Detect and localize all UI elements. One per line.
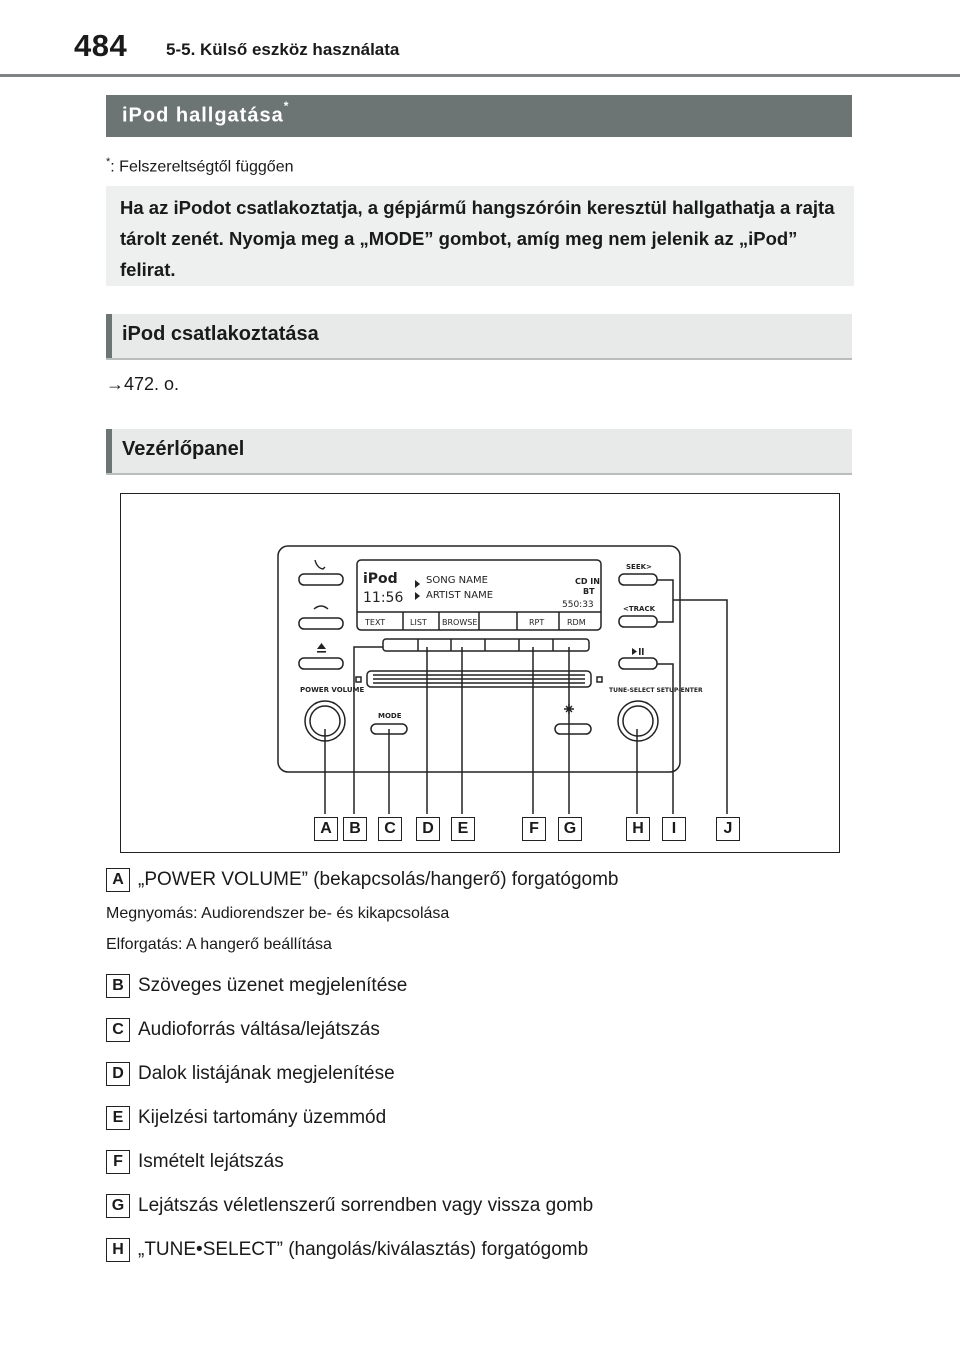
page-number: 484 [74, 28, 128, 63]
cd-badge: CD IN [575, 577, 600, 586]
callout-j: J [716, 817, 740, 841]
item-b-letter: B [106, 974, 130, 998]
item-f-text: Ismételt lejátszás [138, 1151, 284, 1172]
callout-c: C [378, 817, 402, 841]
item-g-letter: G [106, 1194, 130, 1218]
callout-f: F [522, 817, 546, 841]
item-a-text: „POWER VOLUME” (bekapcsolás/hangerő) forgatógomb [138, 869, 619, 890]
footnote-marker: * [106, 156, 111, 168]
eject-icon [317, 643, 326, 649]
item-b-text: Szöveges üzenet megjelenítése [138, 975, 408, 996]
display-song: SONG NAME [426, 575, 488, 586]
item-e-letter: E [106, 1106, 130, 1130]
callout-e: E [451, 817, 475, 841]
song-arrow-icon [415, 580, 420, 588]
item-d-text: Dalok listájának megjelenítése [138, 1063, 395, 1084]
intro-text: Ha az iPodot csatlakoztatja, a gépjármű hangszóróin keresztül hallgathatja a rajta tárolt zenét. Nyomja meg a „MODE” gombot, amíg meg nem jelenik az „iPod” felirat. [120, 197, 835, 280]
callout-g: G [558, 817, 582, 841]
item-g-text: Lejátszás véletlenszerű sorrendben vagy vissza gomb [138, 1195, 594, 1216]
item-a-detail-press: Megnyomás: Audiorendszer be- és kikapcsolása [106, 905, 450, 922]
item-a-letter: A [106, 868, 130, 892]
power-volume-label: POWER VOLUME [300, 686, 365, 694]
item-e-text: Kijelzési tartomány üzemmód [138, 1107, 387, 1128]
play-pause-icon [632, 648, 637, 655]
item-c-text: Audioforrás váltása/lejátszás [138, 1019, 380, 1040]
softkey-rdm: RDM [567, 618, 586, 627]
callout-b: B [343, 817, 367, 841]
artist-arrow-icon [415, 592, 420, 600]
item-h-text: „TUNE•SELECT” (hangolás/kiválasztás) forgatógomb [138, 1239, 589, 1260]
tune-select-label: TUNE-SELECT SETUP-ENTER [609, 687, 703, 694]
bt-badge: BT [583, 587, 595, 596]
display-time: 11:56 [363, 590, 404, 606]
chapter-title: 5-5. Külső eszköz használata [166, 40, 400, 59]
phone-icon [315, 560, 325, 569]
callout-i: I [662, 817, 686, 841]
item-d-letter: D [106, 1062, 130, 1086]
hang-up-icon [314, 606, 328, 609]
item-c-letter: C [106, 1018, 130, 1042]
track-label: <TRACK [623, 605, 656, 613]
page-reference: →472. o. [106, 374, 180, 394]
softkey-list: LIST [410, 618, 427, 627]
callout-a: A [314, 817, 338, 841]
item-a-detail-rotate: Elforgatás: A hangerő beállítása [106, 936, 332, 953]
control-panel-illustration [121, 494, 839, 852]
panel-section-title: Vezérlőpanel [122, 438, 245, 460]
connect-section-title: iPod csatlakoztatása [122, 323, 319, 345]
mode-label: MODE [378, 712, 402, 720]
callout-d: D [416, 817, 440, 841]
item-f-letter: F [106, 1150, 130, 1174]
softkey-browse: BROWSE [442, 618, 478, 627]
light-icon [564, 704, 574, 714]
display-artist: ARTIST NAME [426, 590, 494, 601]
softkey-text: TEXT [365, 618, 386, 627]
footnote: *: Felszereltségtől függően [106, 156, 294, 176]
callout-h: H [626, 817, 650, 841]
control-panel-figure [120, 493, 840, 853]
item-h-letter: H [106, 1238, 130, 1262]
track-time: 550:33 [562, 600, 594, 610]
main-section-title: iPod hallgatása* [122, 99, 290, 127]
softkey-rpt: RPT [529, 618, 545, 627]
seek-label: SEEK> [626, 563, 652, 571]
title-asterisk: * [283, 99, 290, 113]
display-source: iPod [363, 571, 398, 587]
header-divider [0, 74, 960, 77]
